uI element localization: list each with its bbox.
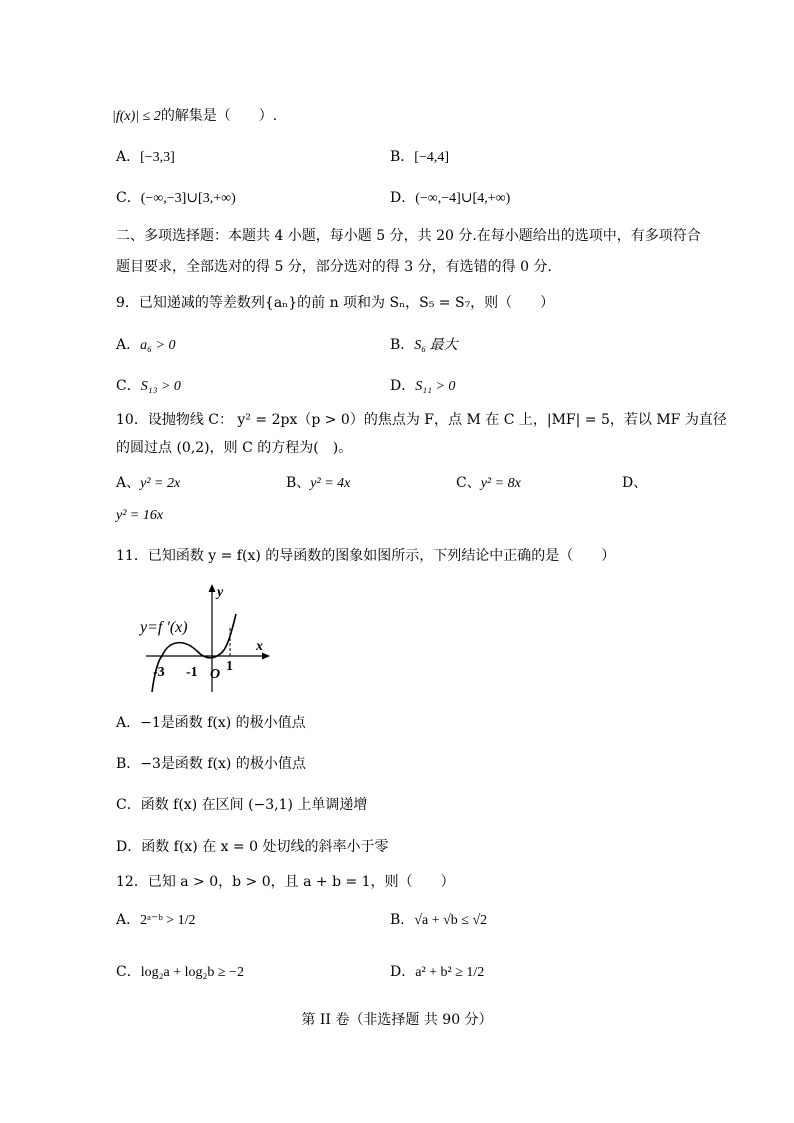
option-math: S₁₁ > 0 — [415, 379, 456, 394]
option-label: A． — [116, 337, 141, 353]
q8-stem-math: |f(x)| ≤ 2 — [112, 109, 161, 124]
q8-option-a — [116, 147, 175, 168]
q10-option-a — [116, 473, 180, 494]
q10-line1: 10．设抛物线 C： y² = 2px（p > 0）的焦点为 F，点 M 在 C 上，|MF| = 5，若以 MF 为直径 — [116, 412, 727, 428]
q12-option-d — [390, 962, 484, 983]
curve-label: y=f ′(x) — [140, 619, 188, 636]
option-label: C． — [116, 190, 141, 206]
option-label: C． — [116, 964, 141, 980]
q10-option-b — [286, 473, 350, 494]
q11-stem: 11．已知函数 y = f(x) 的导函数的图象如图所示，下列结论中正确的是（ ） — [116, 548, 616, 564]
q9-option-b — [390, 335, 458, 356]
q10-option-c — [456, 473, 521, 494]
tick-label-neg1: -1 — [186, 665, 198, 680]
option-math: a₆ > 0 — [140, 338, 176, 353]
tick-label-neg3: -3 — [153, 665, 165, 680]
section2-line1: 二、多项选择题：本题共 4 小题，每小题 5 分，共 20 分.在每小题给出的选项中，有多项符合 — [116, 228, 701, 244]
q8-option-d — [390, 188, 510, 209]
q8-option-b — [390, 147, 449, 168]
option-math: 2ᵃ⁻ᵇ > 1/2 — [140, 913, 196, 928]
q8-stem — [112, 106, 277, 127]
q11-option-b: B．−3是函数 f(x) 的极小值点 — [116, 756, 306, 772]
option-label: B． — [390, 337, 415, 353]
option-math: y² = 2x — [140, 476, 181, 491]
option-math: √a + √b ≤ √2 — [414, 913, 488, 928]
q12-option-b — [390, 910, 487, 931]
tick-label-1: 1 — [226, 659, 233, 674]
option-label: C、 — [456, 475, 481, 491]
y-axis-label: y — [217, 585, 224, 600]
option-math: [−4,4] — [414, 150, 450, 165]
x-axis-arrow — [262, 653, 270, 660]
q11-option-a: A．−1是函数 f(x) 的极小值点 — [116, 715, 306, 731]
option-label: D． — [390, 964, 416, 980]
q8-option-c — [116, 188, 236, 209]
q11-option-c: C．函数 f(x) 在区间 (−3,1) 上单调递增 — [116, 797, 368, 813]
q8-stem-text: 的解集是（ ）. — [160, 108, 278, 124]
q12-option-c — [116, 962, 244, 983]
option-label: C． — [116, 378, 141, 394]
q9-stem: 9．已知递减的等差数列{aₙ}的前 n 项和为 Sₙ，S₅ = S₇，则（ ） — [116, 295, 555, 311]
option-math: [−3,3] — [140, 150, 175, 165]
q12-option-a — [116, 910, 195, 931]
option-math: y² = 4x — [310, 476, 351, 491]
option-math: (−∞,−4]∪[4,+∞) — [415, 191, 511, 206]
derivative-graph — [136, 580, 276, 698]
option-math: S₁₃ > 0 — [140, 379, 181, 394]
q9-option-c — [116, 376, 181, 397]
option-label: B． — [390, 912, 415, 928]
option-math: a² + b² ≥ 1/2 — [415, 965, 485, 980]
q10-line2: 的圆过点 (0,2)，则 C 的方程为( )。 — [116, 440, 353, 456]
option-label: B． — [390, 149, 415, 165]
option-math: y² = 8x — [480, 476, 521, 491]
q9-option-d — [390, 376, 455, 397]
q10-option-d-math: y² = 16x — [116, 508, 164, 523]
section2-line2: 题目要求，全部选对的得 5 分，部分选对的得 3 分，有选错的得 0 分. — [116, 259, 552, 275]
option-math: S₆ 最大 — [414, 338, 458, 353]
option-math: (−∞,−3]∪[3,+∞) — [140, 191, 236, 206]
option-label: B、 — [286, 475, 311, 491]
section-footer: 第 II 卷（非选择题 共 90 分） — [301, 1012, 493, 1028]
option-math: log₂a + log₂b ≥ −2 — [140, 965, 244, 980]
x-axis-label: x — [256, 639, 263, 654]
origin-label: O — [210, 667, 221, 682]
option-label: D． — [390, 190, 416, 206]
q12-stem: 12．已知 a > 0，b > 0，且 a + b = 1，则（ ） — [116, 874, 455, 890]
q11-option-d: D．函数 f(x) 在 x = 0 处切线的斜率小于零 — [116, 839, 389, 855]
option-label: D． — [390, 378, 416, 394]
option-label: A． — [116, 912, 141, 928]
y-axis-arrow — [209, 584, 216, 592]
option-label: A、 — [116, 475, 141, 491]
q10-option-d-label: D、 — [622, 475, 648, 491]
option-label: A． — [116, 149, 141, 165]
q9-option-a — [116, 335, 175, 356]
